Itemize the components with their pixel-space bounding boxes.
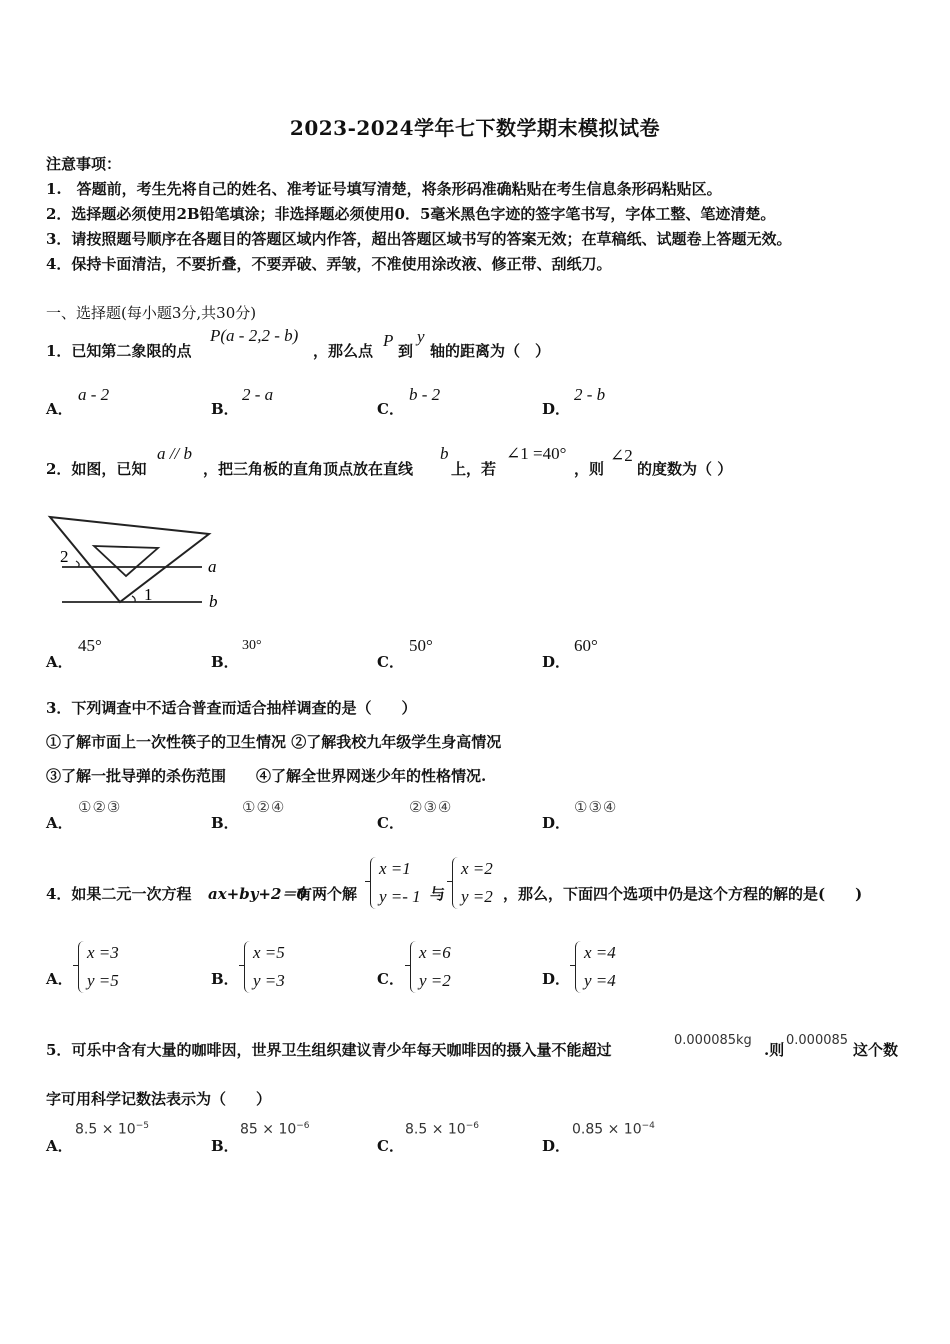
- q5-option-c-exp: −6: [465, 1121, 479, 1131]
- notice-item: 1. 答题前，考生先将自己的姓名、准考证号填写清楚，将条形码准确粘贴在考生信息条形码粘贴区。: [46, 180, 722, 198]
- q3-stem: 3．下列调查中不适合普查而适合抽样调查的是（ ）: [46, 699, 417, 717]
- q1-text: ，那么点: [313, 342, 374, 360]
- q2-option-b[interactable]: 30°: [242, 638, 262, 653]
- q4-text: 有两个解: [297, 885, 358, 903]
- page-title: 2023-2024学年七下数学期末模拟试卷: [289, 116, 661, 140]
- q1-var-y: y: [417, 327, 425, 346]
- q4-option-b[interactable]: [244, 939, 285, 995]
- q5-text: .则: [764, 1041, 785, 1059]
- q5-value2: 0.000085: [786, 1033, 849, 1048]
- q5-option-d[interactable]: [572, 1121, 655, 1138]
- q4-sol2-x: x =2: [461, 859, 493, 878]
- q3-line2: ③了解一批导弹的杀伤范围 ④了解全世界网迷少年的性格情况.: [46, 767, 487, 785]
- q3-option-b-label: B．: [211, 814, 239, 832]
- q4-text: 与: [430, 885, 446, 903]
- q4-solution-2: [452, 855, 493, 911]
- q4-option-d[interactable]: [575, 939, 616, 995]
- q1-option-b[interactable]: 2 - a: [242, 385, 274, 404]
- q3-option-a-label: A．: [46, 814, 73, 832]
- q1-option-c-label: C．: [377, 400, 404, 418]
- q5-option-c-label: C．: [377, 1137, 404, 1155]
- q3-option-c[interactable]: ②③④: [409, 798, 453, 816]
- q2-option-d[interactable]: 60°: [574, 636, 598, 655]
- triangle-ruler-inner: [94, 546, 158, 576]
- q5-value1: 0.000085kg: [674, 1033, 752, 1048]
- notice-item: 3．请按照题号顺序在各题目的答题区域内作答，超出答题区域书写的答案无效；在草稿纸、试题卷上答题无效。: [46, 230, 792, 248]
- q5-text: 这个数: [853, 1041, 899, 1059]
- q4-solution-1: [370, 855, 421, 911]
- angle-1-arc: [132, 596, 135, 602]
- q3-option-d-label: D．: [542, 814, 571, 832]
- q5-option-a[interactable]: [75, 1121, 149, 1138]
- q4-sol1-x: x =1: [379, 859, 411, 878]
- q1-option-d-label: D．: [542, 400, 571, 418]
- q4-option-a-y: y =5: [87, 971, 119, 990]
- q3-option-c-label: C．: [377, 814, 404, 832]
- q5-text: 5．可乐中含有大量的咖啡因，世界卫生组织建议青少年每天咖啡因的摄入量不能超过: [46, 1041, 612, 1059]
- q5-line2: 字可用科学记数法表示为（ ）: [46, 1090, 272, 1108]
- q4-option-d-y: y =4: [584, 971, 616, 990]
- q3-option-b[interactable]: ①②④: [242, 798, 286, 816]
- q4-option-b-y: y =3: [253, 971, 285, 990]
- notice-item: 4．保持卡面清洁，不要折叠，不要弄破、弄皱，不准使用涂改液、修正带、刮纸刀。: [46, 255, 612, 273]
- q4-option-a-x: x =3: [87, 943, 119, 962]
- q4-option-a-label: A．: [46, 970, 73, 988]
- q3-option-d[interactable]: ①③④: [574, 798, 618, 816]
- label-a: a: [208, 557, 217, 576]
- q1-text: 1．已知第二象限的点: [46, 342, 192, 360]
- q5-option-a-base: 8.5 × 10: [75, 1121, 136, 1138]
- q1-option-b-label: B．: [211, 400, 239, 418]
- q4-option-c-x: x =6: [419, 943, 451, 962]
- q2-option-a-label: A．: [46, 653, 73, 671]
- q2-figure: [46, 508, 236, 614]
- triangle-ruler-outer: [50, 517, 209, 602]
- q4-option-d-label: D．: [542, 970, 571, 988]
- q4-equation: ax+by+2＝0: [208, 885, 307, 903]
- q2-text: ，则: [574, 460, 605, 478]
- q5-option-b[interactable]: [240, 1121, 310, 1138]
- q5-option-d-label: D．: [542, 1137, 571, 1155]
- q2-text: 2．如图，已知: [46, 460, 147, 478]
- angle-2-arc: [76, 561, 79, 567]
- q5-option-b-base: 85 × 10: [240, 1121, 297, 1138]
- q5-option-c[interactable]: [405, 1121, 479, 1138]
- q4-sol2-y: y =2: [461, 887, 493, 906]
- q3-line1: ①了解市面上一次性筷子的卫生情况 ②了解我校九年级学生身高情况: [46, 733, 502, 751]
- q5-option-b-label: B．: [211, 1137, 239, 1155]
- q5-option-d-exp: −4: [641, 1121, 655, 1131]
- q5-option-d-base: 0.85 × 10: [572, 1121, 642, 1138]
- notice-item: 2．选择题必须使用2B铅笔填涂；非选择题必须使用0．5毫米黑色字迹的签字笔书写，字体工整、笔迹清楚。: [46, 205, 776, 223]
- q4-text: ，那么，下面四个选项中仍是这个方程的解的是( ): [503, 885, 863, 903]
- notice-heading: 注意事项：: [46, 155, 122, 173]
- q4-option-c-y: y =2: [419, 971, 451, 990]
- q5-option-b-exp: −6: [296, 1121, 310, 1131]
- q5-option-a-label: A．: [46, 1137, 73, 1155]
- q4-text: 4．如果二元一次方程: [46, 885, 192, 903]
- q2-option-b-label: B．: [211, 653, 239, 671]
- label-1: 1: [144, 585, 153, 604]
- label-2: 2: [60, 547, 69, 566]
- section-heading: 一、选择题(每小题3分,共30分): [46, 304, 257, 322]
- q4-option-c[interactable]: [410, 939, 451, 995]
- q2-option-d-label: D．: [542, 653, 571, 671]
- q1-option-a-label: A．: [46, 400, 73, 418]
- q2-option-c-label: C．: [377, 653, 404, 671]
- q2-text: ，把三角板的直角顶点放在直线: [203, 460, 414, 478]
- q2-var-b: b: [440, 444, 449, 463]
- q1-option-d[interactable]: 2 - b: [574, 385, 606, 404]
- q1-text: 到: [398, 342, 414, 360]
- q2-text: 上，若: [451, 460, 497, 478]
- q5-option-c-base: 8.5 × 10: [405, 1121, 466, 1138]
- label-b: b: [209, 592, 218, 611]
- q2-text: 的度数为（ ）: [637, 460, 733, 478]
- q4-option-a[interactable]: [78, 939, 119, 995]
- q4-option-d-x: x =4: [584, 943, 616, 962]
- q4-option-c-label: C．: [377, 970, 404, 988]
- q2-angle1: ∠1 =40°: [506, 444, 567, 463]
- q1-option-c[interactable]: b - 2: [409, 385, 441, 404]
- q2-option-c[interactable]: 50°: [409, 636, 433, 655]
- q2-option-a[interactable]: 45°: [78, 636, 102, 655]
- q2-parallel: a // b: [157, 444, 192, 463]
- q3-option-a[interactable]: ①②③: [78, 798, 122, 816]
- q4-sol1-y: y =- 1: [379, 887, 421, 906]
- q2-angle2: ∠2: [610, 446, 633, 465]
- q5-option-a-exp: −5: [135, 1121, 149, 1131]
- q1-text: 轴的距离为（ ）: [430, 342, 551, 360]
- q4-option-b-x: x =5: [253, 943, 285, 962]
- q1-point: P(a - 2,2 - b): [210, 326, 299, 345]
- q4-option-b-label: B．: [211, 970, 239, 988]
- q1-var-p: P: [383, 331, 394, 350]
- q1-option-a[interactable]: a - 2: [78, 385, 110, 404]
